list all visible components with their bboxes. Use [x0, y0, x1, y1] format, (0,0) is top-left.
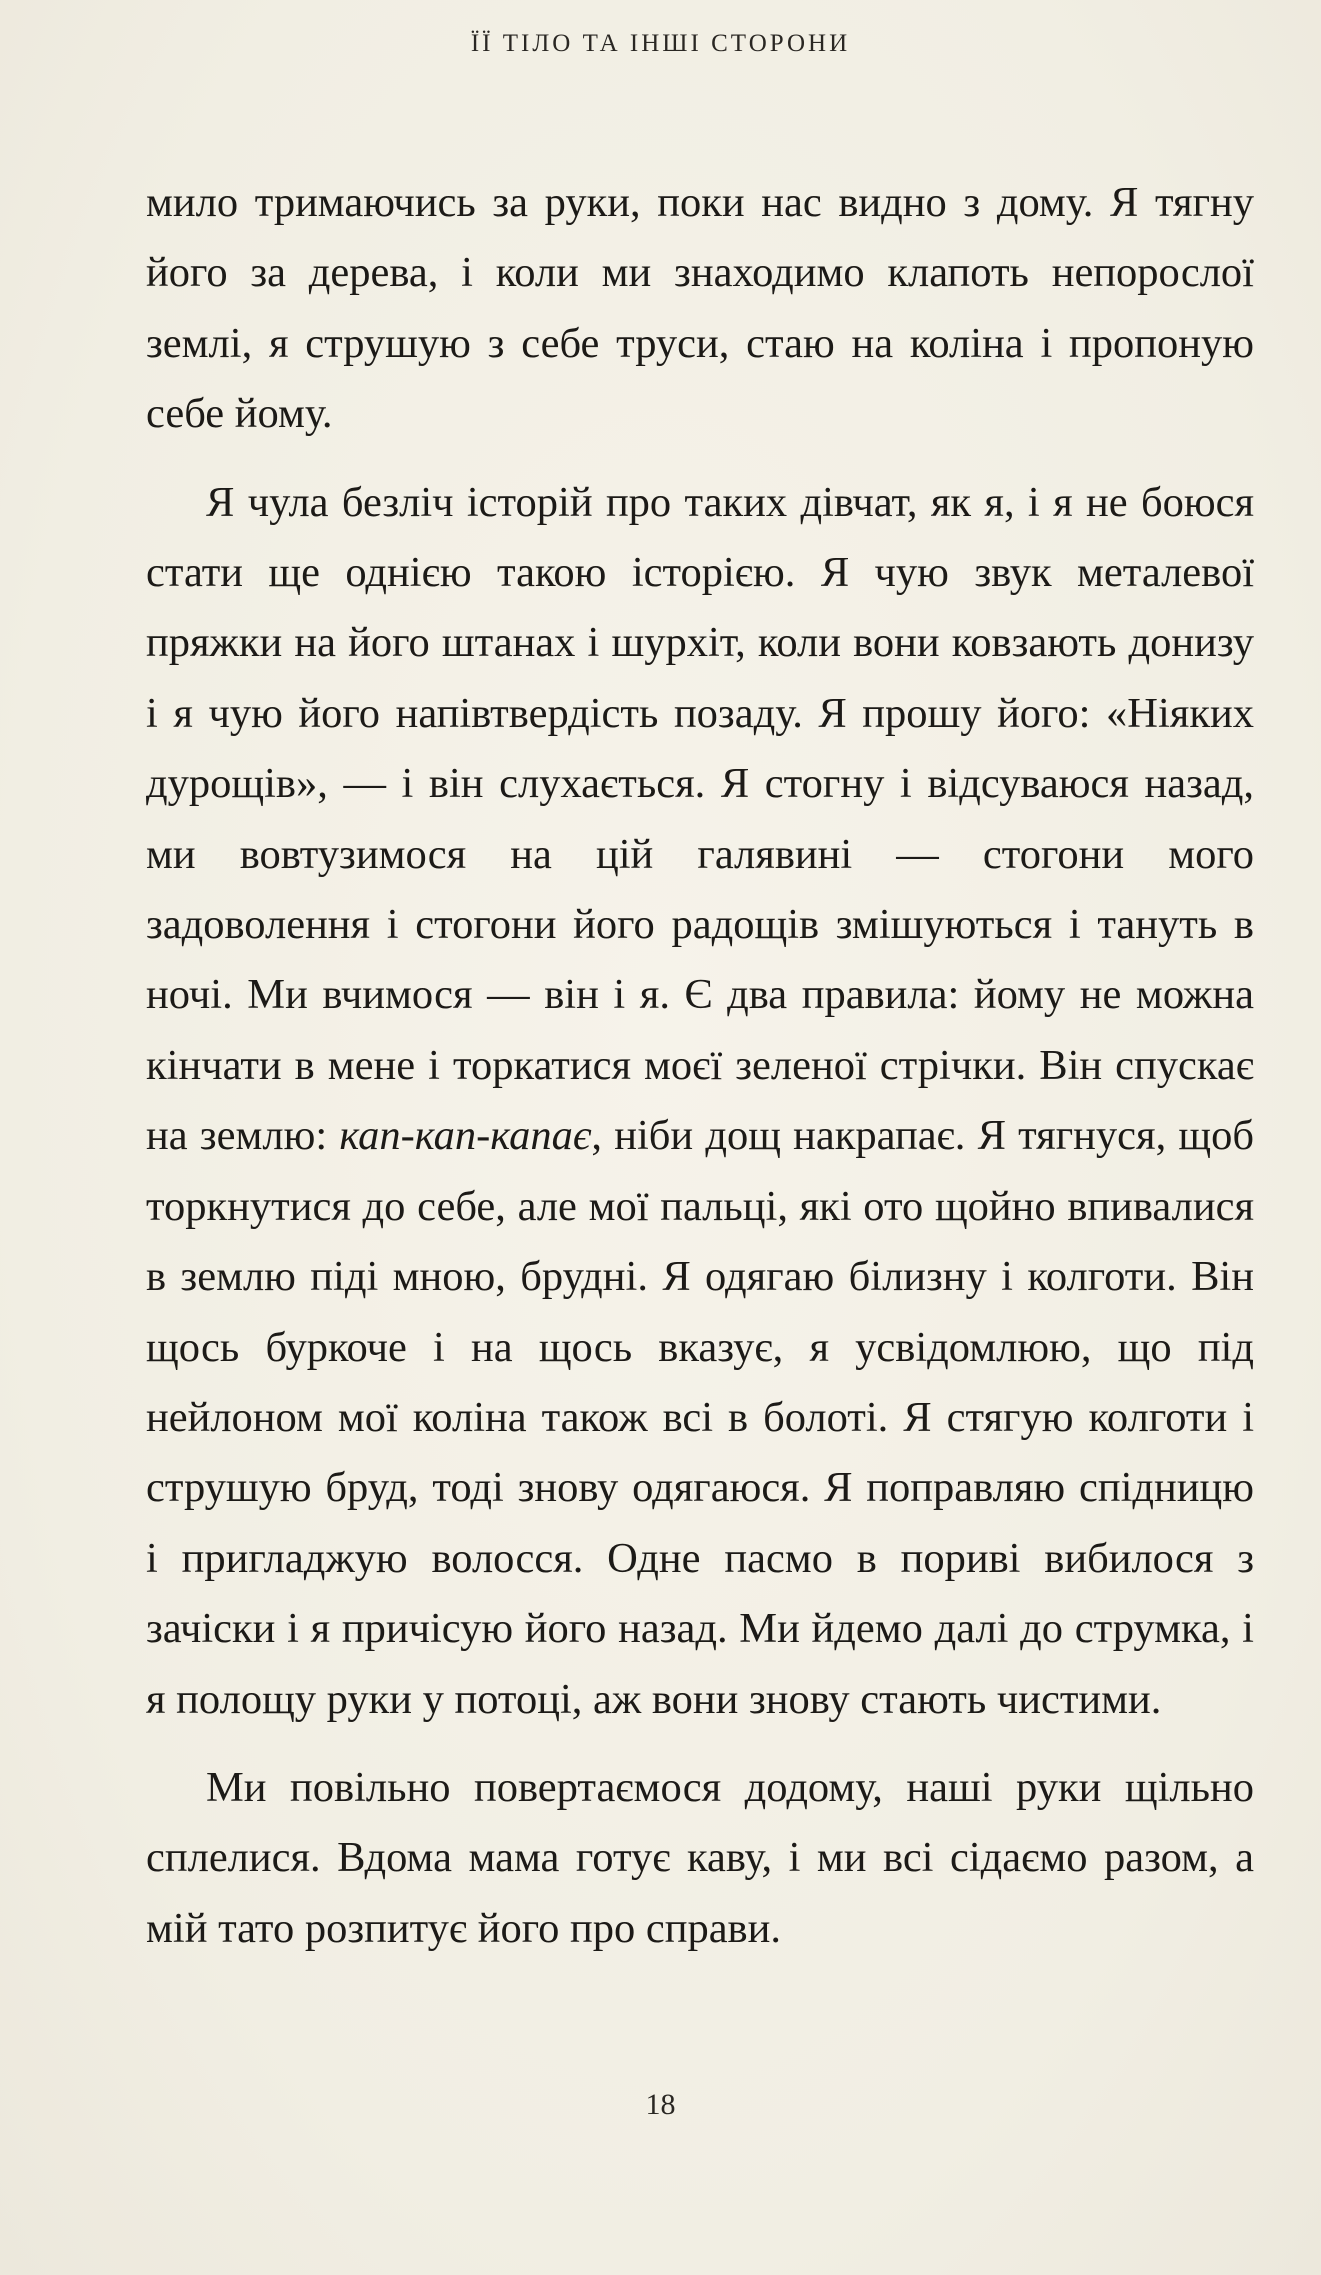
running-head: ЇЇ ТІЛО ТА ІНШІ СТОРОНИ — [470, 30, 851, 57]
paragraph — [146, 1753, 1254, 1964]
page-number: 18 — [645, 2088, 676, 2121]
body-text — [146, 168, 1254, 1964]
paragraph — [146, 168, 1254, 450]
italic-text-run: кап-кап-капає — [339, 1112, 592, 1160]
text-run: , ніби дощ накрапає. Я тягнуся, щоб торкнутися до себе, але мої пальці, які ото щойно впивалися в землю піді мною, брудні. Я одягаю білизну і колготи. Він щось буркоче і на щось вказує, я усвідомлюю, що під нейлоном мої коліна також всі в болоті. Я стягую колготи і струшую бруд, тоді знову одягаюся. Я поправляю спідницю і пригладжую волосся. Одне пасмо в пориві вибилося з зачіски і я причісую його назад. Ми йдемо далі до струмка, і я полощу руки у потоці, аж вони знову стають чистими. — [146, 1112, 1254, 1723]
text-run: мило тримаючись за руки, поки нас видно з дому. Я тягну його за дерева, і коли ми знаходимо клапоть непорослої землі, я струшую з себе труси, стаю на коліна і пропоную себе йому. — [146, 179, 1254, 438]
paragraph — [146, 468, 1254, 1735]
text-run: Ми повільно повертаємося додому, наші руки щільно сплелися. Вдома мама готує каву, і ми всі сідаємо разом, а мій тато розпитує його про справи. — [146, 1763, 1254, 1952]
text-run: Я чула безліч історій про таких дівчат, як я, і я не боюся стати ще однією такою історією. Я чую звук металевої пряжки на його штанах і шурхіт, коли вони ковзають донизу і я чую його напівтвердість позаду. Я прошу його: «Ніяких дурощів», — і він слухається. Я стогну і відсуваюся назад, ми вовтузимося на цій галявині — стогони мого задоволення і стогони його радощів змішуються і тануть в ночі. Ми вчимося — він і я. Є два правила: йому не можна кінчати в мене і торкатися моєї зеленої стрічки. Він спускає на землю: — [146, 478, 1254, 1160]
